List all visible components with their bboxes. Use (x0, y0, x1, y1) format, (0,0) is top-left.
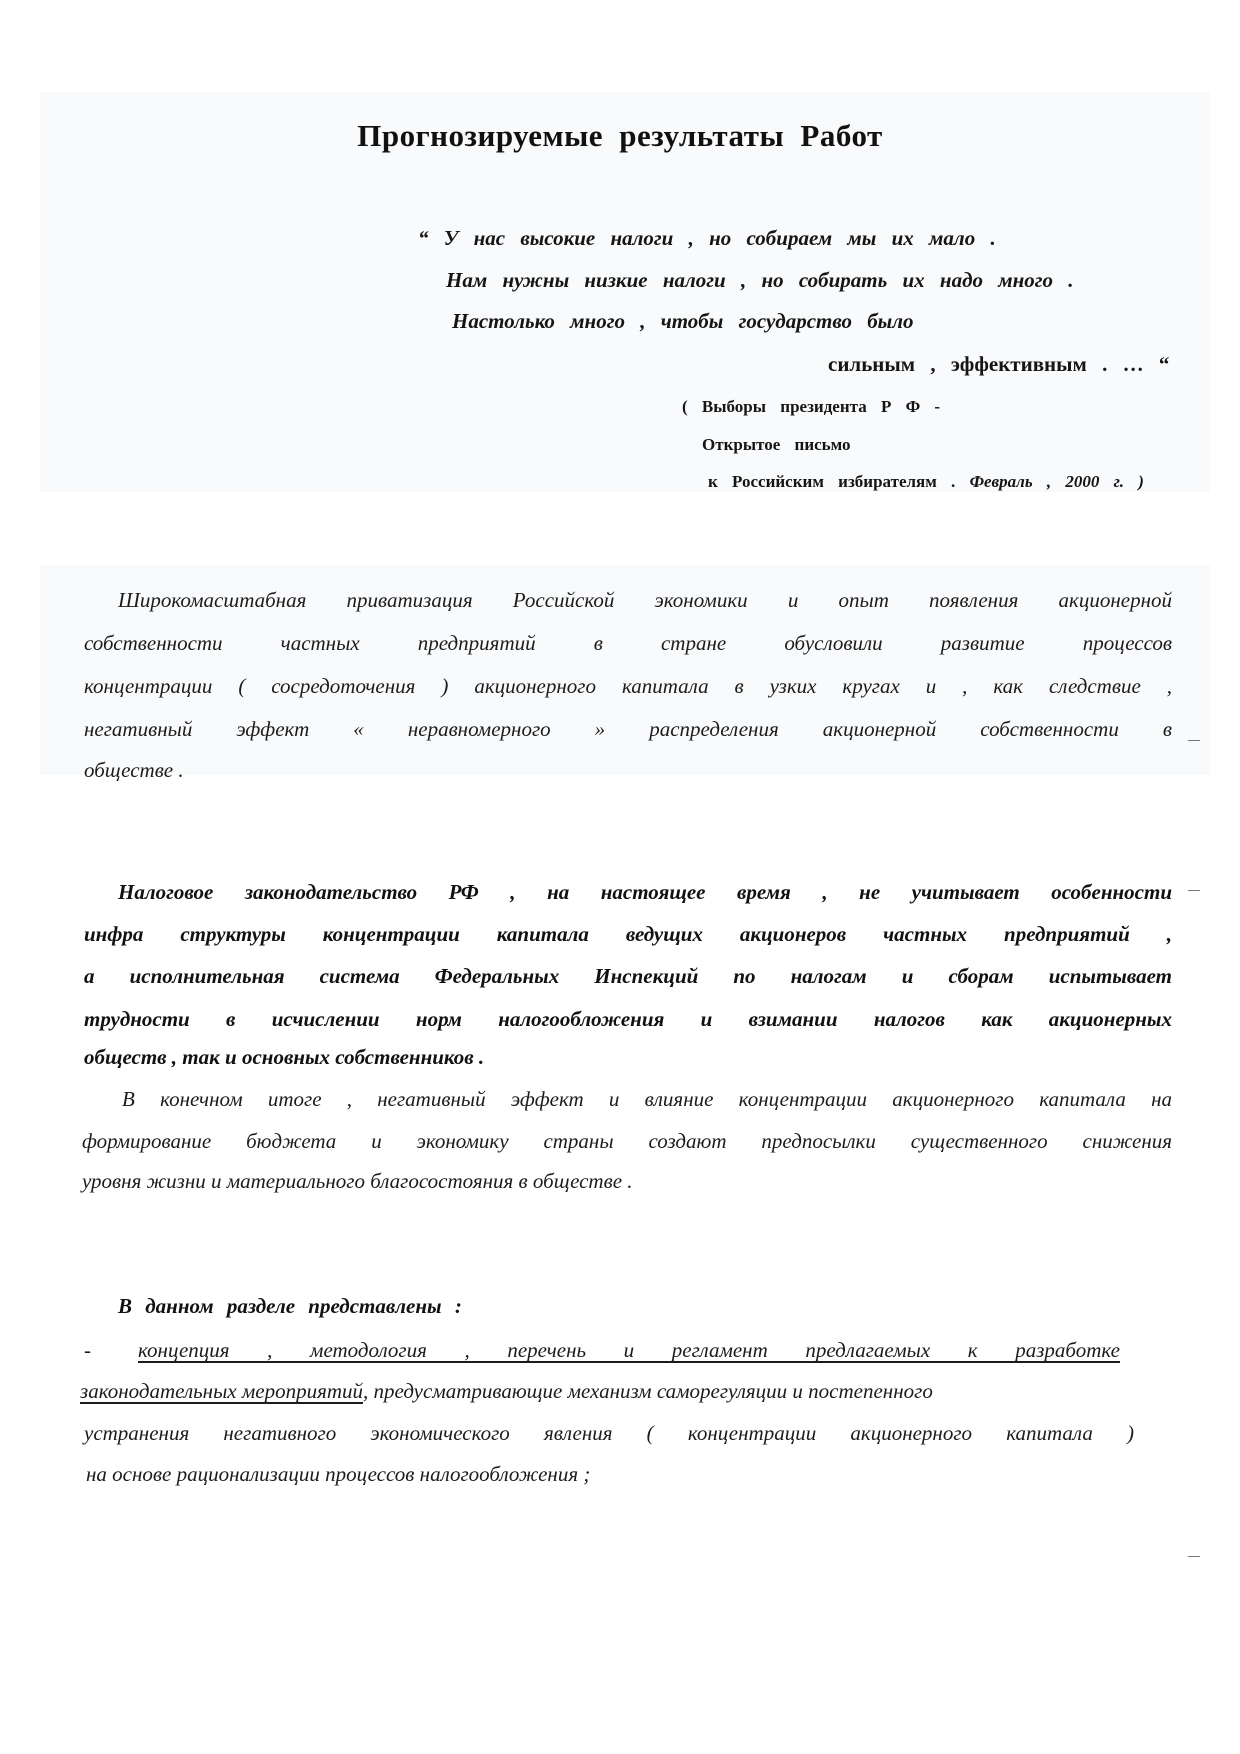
epigraph-source-line-2: Открытое письмо (702, 435, 851, 454)
bullet-marker: - (84, 1338, 91, 1362)
epigraph-source-line-1: ( Выборы президента Р Ф - (682, 397, 941, 416)
epigraph-line-1: “ У нас высокие налоги , но собираем мы их мало . (418, 226, 996, 250)
epigraph-source-line-3 (708, 472, 1144, 492)
paragraph-2-line-2: инфра структуры концентрации капитала ведущих акционеров частных предприятий , (84, 922, 1172, 946)
paragraph-1-line-3: концентрации ( сосредоточения ) акционерного капитала в узких кругах и , как следствие , (84, 674, 1172, 698)
bullet-item-line-1: концепция , методология , перечень и регламент предлагаемых к разработке (138, 1338, 1120, 1362)
bullet-item-line-2-rest: , предусматривающие механизм саморегуляции и постепенного (363, 1379, 933, 1403)
epigraph-line-4: сильным , эффективным . … “ (828, 352, 1170, 376)
paragraph-3-line-2: формирование бюджета и экономику страны создают предпосылки существенного снижения (82, 1129, 1172, 1153)
paragraph-2-line-1: Налоговое законодательство РФ , на настоящее время , не учитывает особенности (118, 880, 1172, 904)
epigraph-line-3: Настолько много , чтобы государство было (452, 309, 914, 333)
paragraph-2-line-3: а исполнительная система Федеральных Инспекций по налогам и сборам испытывает (84, 964, 1172, 988)
paragraph-1-line-2: собственности частных предприятий в стране обусловили развитие процессов (84, 631, 1172, 655)
paragraph-2-line-5: обществ , так и основных собственников . (84, 1045, 485, 1069)
bullet-item-line-2 (80, 1379, 1172, 1404)
paragraph-1-line-5: обществе . (84, 758, 184, 782)
paragraph-3-line-1: В конечном итоге , негативный эффект и влияние концентрации акционерного капитала на (122, 1087, 1172, 1111)
page-title: Прогнозируемые результаты Работ (357, 118, 883, 153)
section-heading: В данном разделе представлены : (118, 1294, 462, 1318)
margin-mark (1188, 1556, 1200, 1557)
bullet-item-underlined-term: законодательных мероприятий (80, 1379, 364, 1403)
bullet-item-line-4: на основе рационализации процессов налогообложения ; (86, 1462, 591, 1486)
margin-mark (1188, 890, 1200, 891)
paragraph-3-line-3: уровня жизни и материального благосостояния в обществе . (82, 1169, 633, 1193)
paragraph-2-line-4: трудности в исчислении норм налогообложения и взимании налогов как акционерных (84, 1007, 1172, 1031)
margin-mark (1188, 740, 1200, 741)
epigraph-source-date: Февраль , 2000 г. ) (969, 472, 1144, 491)
epigraph-source-recipient: к Российским избирателям . (708, 472, 956, 491)
paragraph-1-line-4: негативный эффект « неравномерного » распределения акционерной собственности в (84, 717, 1172, 741)
epigraph-line-2: Нам нужны низкие налоги , но собирать их надо много . (446, 268, 1074, 292)
paragraph-1-line-1: Широкомасштабная приватизация Российской экономики и опыт появления акционерной (118, 588, 1172, 612)
bullet-item-line-3: устранения негативного экономического явления ( концентрации акционерного капитала ) (84, 1421, 1134, 1445)
